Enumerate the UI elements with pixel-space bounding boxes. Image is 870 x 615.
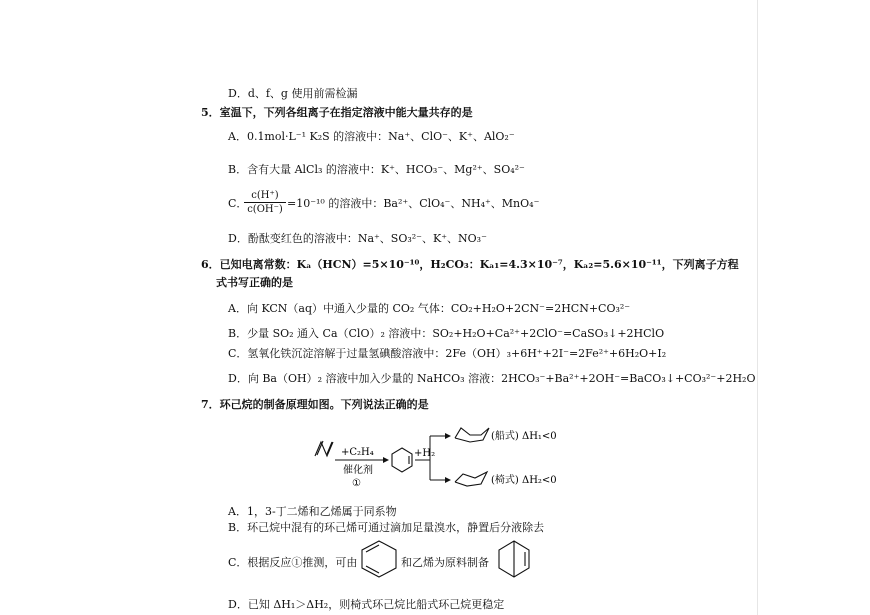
q6-option-c: C．氢氧化铁沉淀溶解于过量氢碘酸溶液中：2Fe（OH）₃+6H⁺+2I⁻=2Fe²⁺+6H₂O+I₂ xyxy=(228,347,667,360)
boat-label: (船式) ΔH₁<0 xyxy=(491,431,557,442)
q6-stem-line1: 6．已知电离常数：Kₐ（HCN）=5×10⁻¹⁰，H₂CO₃：Kₐ₁=4.3×10⁻⁷，Kₐ₂=5.6×10⁻¹¹，下列离子方程 xyxy=(201,258,739,271)
fraction-denominator: c(OH⁻) xyxy=(244,202,286,216)
arrow-head-boat xyxy=(445,433,451,439)
fraction-numerator: c(H⁺) xyxy=(251,190,279,201)
q5-option-c-label: C． xyxy=(228,197,248,210)
butadiene-structure xyxy=(315,441,333,456)
q5-stem: 5．室温下，下列各组离子在指定溶液中能大量共存的是 xyxy=(201,106,473,119)
page-edge xyxy=(757,0,758,615)
q5-option-c: =10⁻¹⁰ 的溶液中：Ba²⁺、ClO₄⁻、NH₄⁺、MnO₄⁻ xyxy=(287,197,540,210)
cyclohexene-structure xyxy=(392,448,412,472)
q7-option-c-middle: 和乙烯为原料制备 xyxy=(401,556,489,569)
q7-option-a: A．1，3-丁二烯和乙烯属于同系物 xyxy=(228,505,397,518)
arrow-head-1 xyxy=(383,457,389,463)
q7-option-c-prefix: C．根据反应①推测，可由 xyxy=(228,556,358,569)
arrow-head-chair xyxy=(445,477,451,483)
boat-cyclohexane-structure xyxy=(455,428,489,442)
q6-stem-line2: 式书写正确的是 xyxy=(216,276,293,289)
reaction-diagram xyxy=(305,418,565,498)
q7-stem: 7．环己烷的制备原理如图。下列说法正确的是 xyxy=(201,398,429,411)
chair-cyclohexane-structure xyxy=(455,472,487,486)
q4-option-d: D．d、f、g 使用前需检漏 xyxy=(228,87,358,100)
cyclohexadiene-structure xyxy=(357,538,401,580)
q6-option-b: B．少量 SO₂ 通入 Ca（ClO）₂ 溶液中：SO₂+H₂O+Ca²⁺+2ClO⁻=CaSO₃↓+2HClO xyxy=(228,327,665,340)
q7-option-b: B．环己烷中混有的环己烯可通过滴加足量溴水，静置后分液除去 xyxy=(228,521,545,534)
q6-option-d: D．向 Ba（OH）₂ 溶液中加入少量的 NaHCO₃ 溶液：2HCO₃⁻+Ba²⁺+2OH⁻=BaCO₃↓+CO₃²⁻+2H₂O xyxy=(228,372,756,385)
chair-label: (椅式) ΔH₂<0 xyxy=(491,475,557,486)
q6-option-a: A．向 KCN（aq）中通入少量的 CO₂ 气体：CO₂+H₂O+2CN⁻=2HCN+CO₃²⁻ xyxy=(228,302,631,315)
reagent-bottom: 催化剂 xyxy=(343,465,373,476)
q5-option-a: A．0.1mol·L⁻¹ K₂S 的溶液中：Na⁺、ClO⁻、K⁺、AlO₂⁻ xyxy=(228,130,515,143)
h2-label: +H₂ xyxy=(414,448,436,459)
q7-option-d: D．已知 ΔH₁＞ΔH₂，则椅式环己烷比船式环己烷更稳定 xyxy=(228,598,505,611)
bicyclic-product-structure xyxy=(495,538,533,580)
q5-option-d: D．酚酞变红色的溶液中：Na⁺、SO₃²⁻、K⁺、NO₃⁻ xyxy=(228,232,487,245)
reagent-top: +C₂H₄ xyxy=(341,447,374,458)
q5-option-b: B．含有大量 AlCl₃ 的溶液中：K⁺、HCO₃⁻、Mg²⁺、SO₄²⁻ xyxy=(228,163,525,176)
q5-option-c-fraction xyxy=(244,189,286,216)
step-number: ① xyxy=(352,478,361,489)
